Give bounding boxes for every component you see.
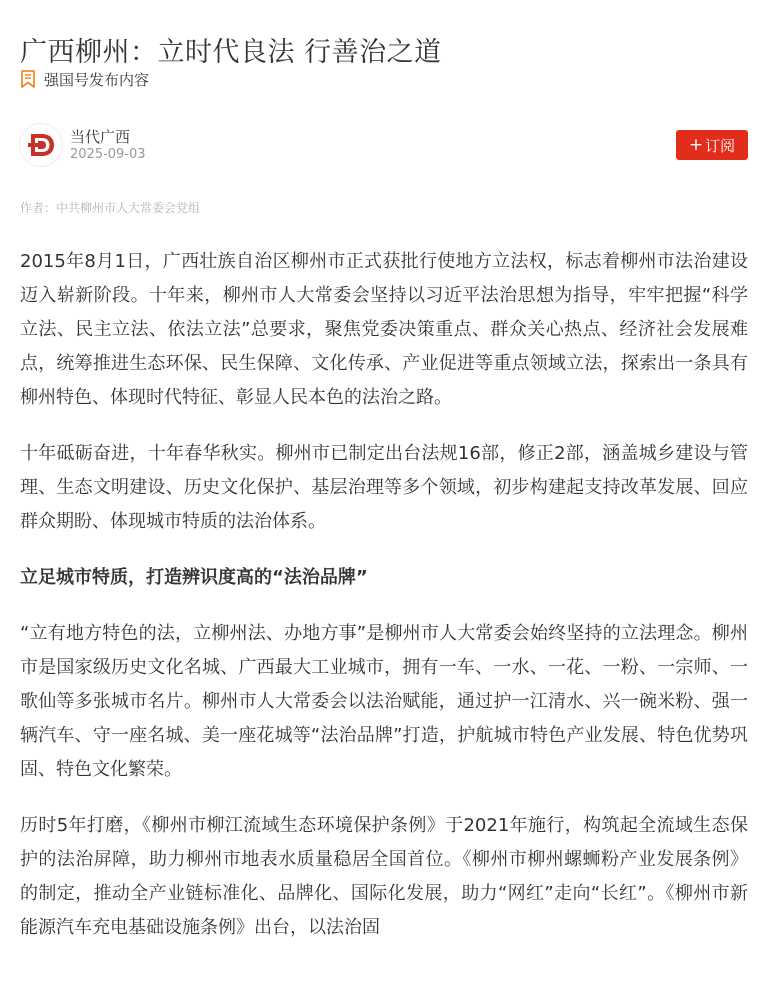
article-byline: 作者：中共柳州市人大常委会党组 (20, 201, 201, 215)
publish-date: 2025-09-03 (70, 147, 146, 162)
body-paragraph: 2015年8月1日，广西壮族自治区柳州市正式获批行使地方立法权，标志着柳州市法治建设迈入崭新阶段。十年来，柳州市人大常委会坚持以习近平法治思想为指导，牢牢把握“科学立法、民主立法、依法立法”总要求，聚焦党委决策重点、群众关心热点、经济社会发展难点，统筹推进生态环保、民生保障、文化传承、产业促进等重点领域立法，探索出一条具有柳州特色、体现时代特征、彰显人民本色的法治之路。 (20, 251, 748, 408)
article-title: 广西柳州：立时代良法 行善治之道 (20, 37, 442, 69)
body-paragraph: 历时5年打磨，《柳州市柳江流域生态环境保护条例》于2021年施行，构筑起全流域生态保护的法治屏障，助力柳州市地表水质量稳居全国首位。《柳州市柳州螺蛳粉产业发展条例》的制定，推动全产业链标准化、品牌化、国际化发展，助力“网红”走向“长红”。《柳州市新能源汽车充电基础设施条例》出台，以法治固 (20, 815, 748, 938)
body-paragraph: 十年砥砺奋进，十年春华秋实。柳州市已制定出台法规16部，修正2部，涵盖城乡建设与管理、生态文明建设、历史文化保护、基层治理等多个领域，初步构建起支持改革发展、回应群众期盼、体现城市特质的法治体系。 (20, 443, 748, 532)
author-row (20, 124, 748, 168)
source-label: 强国号发布内容 (44, 70, 150, 89)
bookmark-ribbon-icon (20, 70, 36, 88)
author-name[interactable]: 当代广西 (70, 128, 131, 146)
dangdai-guangxi-logo-icon (20, 124, 62, 166)
body-paragraph: “立有地方特色的法，立柳州法、办地方事”是柳州市人大常委会始终坚持的立法理念。柳州市是国家级历史文化名城、广西最大工业城市，拥有一车、一水、一花、一粉、一宗师、一歌仙等多张城市名片。柳州市人大常委会以法治赋能，通过护一江清水、兴一碗米粉、强一辆汽车、守一座名城、美一座花城等“法治品牌”打造，护航城市特色产业发展、特色优势巩固、特色文化繁荣。 (20, 623, 748, 780)
subscribe-label: 订阅 (705, 136, 736, 155)
author-avatar[interactable] (20, 124, 62, 166)
source-row (20, 68, 149, 90)
bottom-fade (0, 971, 764, 985)
subscribe-button[interactable] (676, 130, 748, 160)
article-body (20, 245, 748, 967)
section-heading: 立足城市特质，打造辨识度高的“法治品牌” (20, 567, 368, 588)
plus-icon: + (688, 135, 704, 155)
